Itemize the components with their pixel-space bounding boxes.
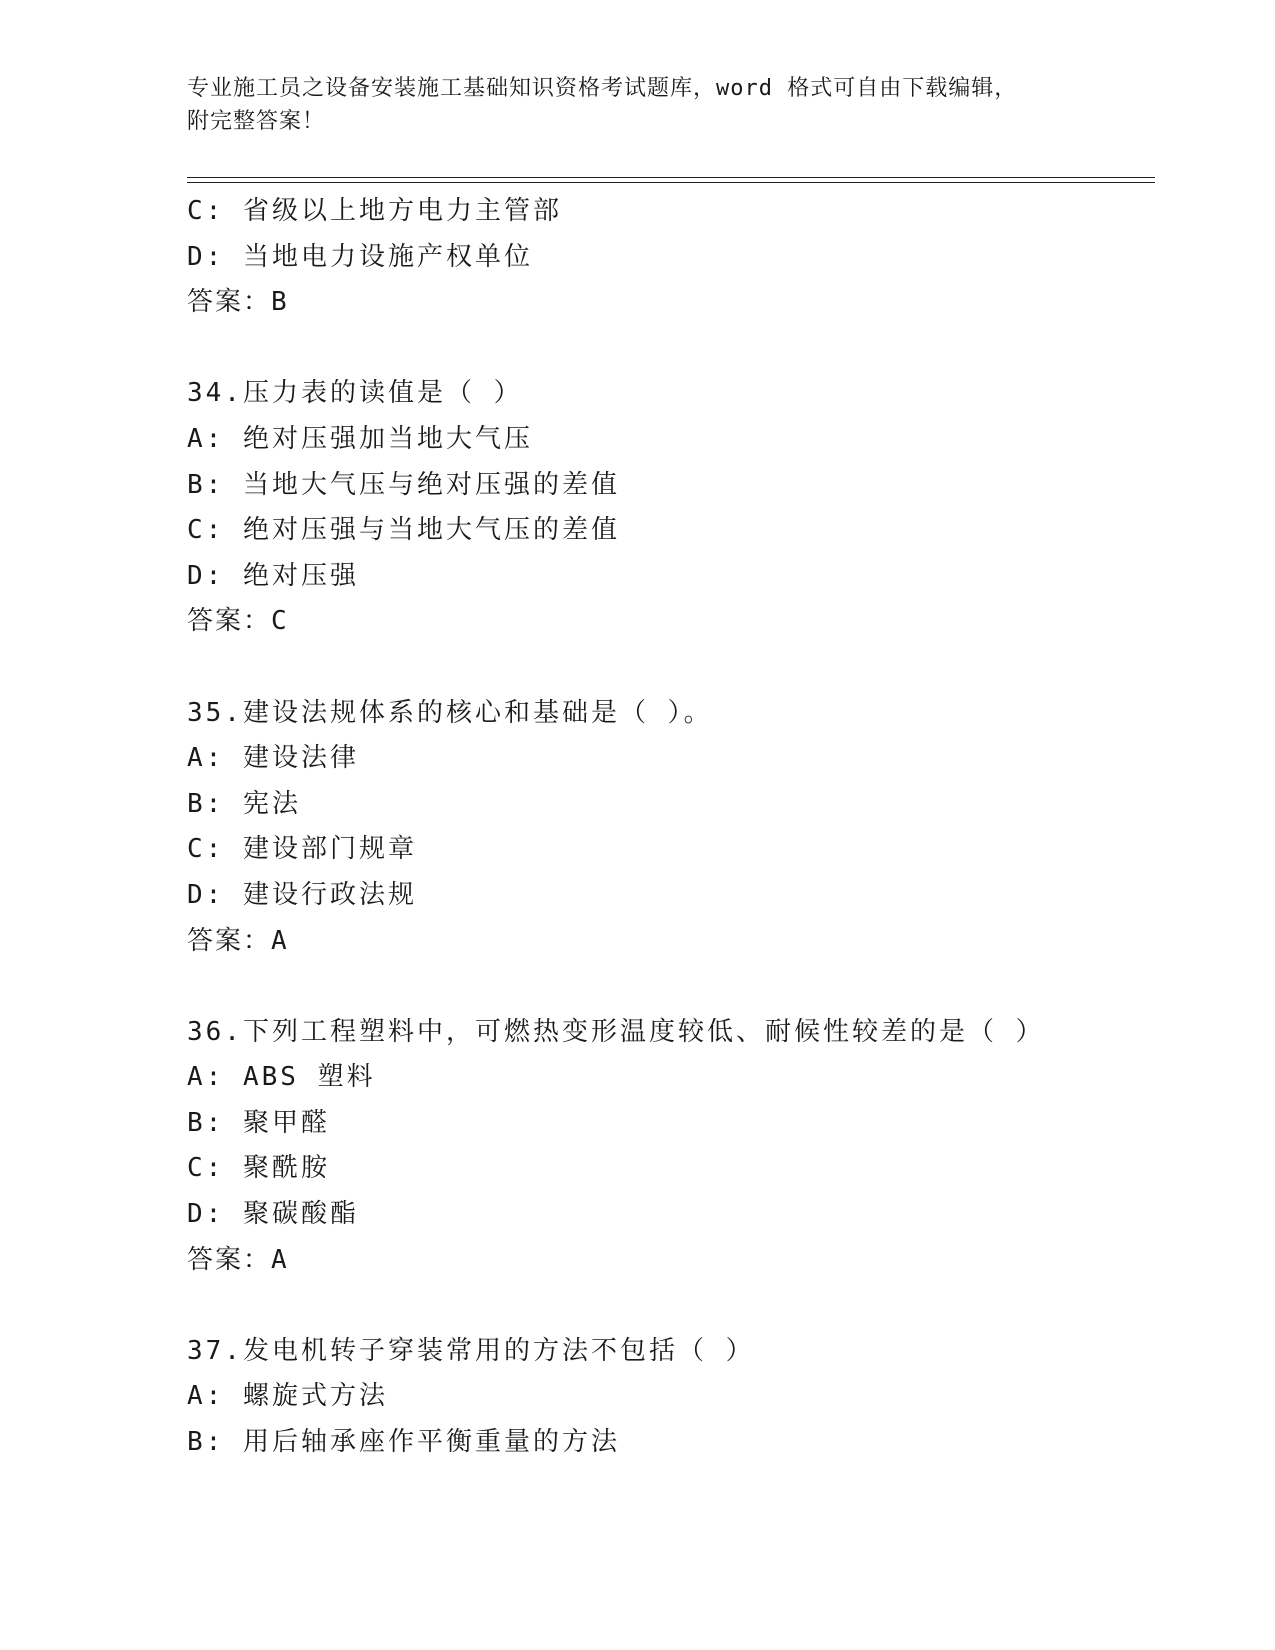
answer-value: C	[271, 606, 290, 637]
option-a: A: ABS 塑料	[187, 1062, 376, 1093]
header-line-1: 专业施工员之设备安装施工基础知识资格考试题库，word 格式可自由下载编辑，	[187, 76, 1018, 101]
question-stem: 36.下列工程塑料中，可燃热变形温度较低、耐候性较差的是（ ）	[187, 1016, 1045, 1047]
option-d: D: 当地电力设施产权单位	[187, 241, 533, 272]
option-b: B: 当地大气压与绝对压强的差值	[187, 469, 620, 500]
question-stem: 34.压力表的读值是（ ）	[187, 378, 523, 409]
option-d: D: 聚碳酸酯	[187, 1199, 359, 1230]
document-header	[187, 72, 1087, 138]
option-a: A: 螺旋式方法	[187, 1381, 388, 1412]
question-stem: 35.建设法规体系的核心和基础是（ ）。	[187, 697, 713, 728]
question-37	[187, 1329, 1155, 1466]
option-b: B: 用后轴承座作平衡重量的方法	[187, 1427, 620, 1458]
option-c: C: 聚酰胺	[187, 1153, 330, 1184]
option-b: B: 聚甲醛	[187, 1107, 330, 1138]
answer-value: A	[271, 925, 290, 956]
option-d: D: 绝对压强	[187, 560, 359, 591]
question-35	[187, 691, 1155, 965]
question-36	[187, 1010, 1155, 1284]
option-a: A: 绝对压强加当地大气压	[187, 423, 533, 454]
header-divider-top	[187, 177, 1155, 178]
header-line-2: 附完整答案！	[187, 109, 326, 134]
question-stem: 37.发电机转子穿装常用的方法不包括（ ）	[187, 1335, 755, 1366]
answer-line: 答案：A	[187, 1244, 290, 1275]
answer-value: A	[271, 1244, 290, 1275]
question-34	[187, 371, 1155, 645]
option-c: C: 省级以上地方电力主管部	[187, 196, 562, 226]
option-b: B: 宪法	[187, 788, 301, 819]
answer-line: 答案：C	[187, 606, 290, 637]
question-33-continued	[187, 189, 1155, 326]
option-d: D: 建设行政法规	[187, 879, 417, 910]
answer-value: B	[271, 287, 290, 318]
option-c: C: 绝对压强与当地大气压的差值	[187, 515, 620, 546]
option-a: A: 建设法律	[187, 743, 359, 774]
header-divider-bottom	[187, 182, 1155, 183]
answer-line: 答案：A	[187, 925, 290, 956]
question-list	[187, 189, 1155, 1466]
option-c: C: 建设部门规章	[187, 834, 417, 865]
answer-line: 答案：B	[187, 287, 290, 318]
